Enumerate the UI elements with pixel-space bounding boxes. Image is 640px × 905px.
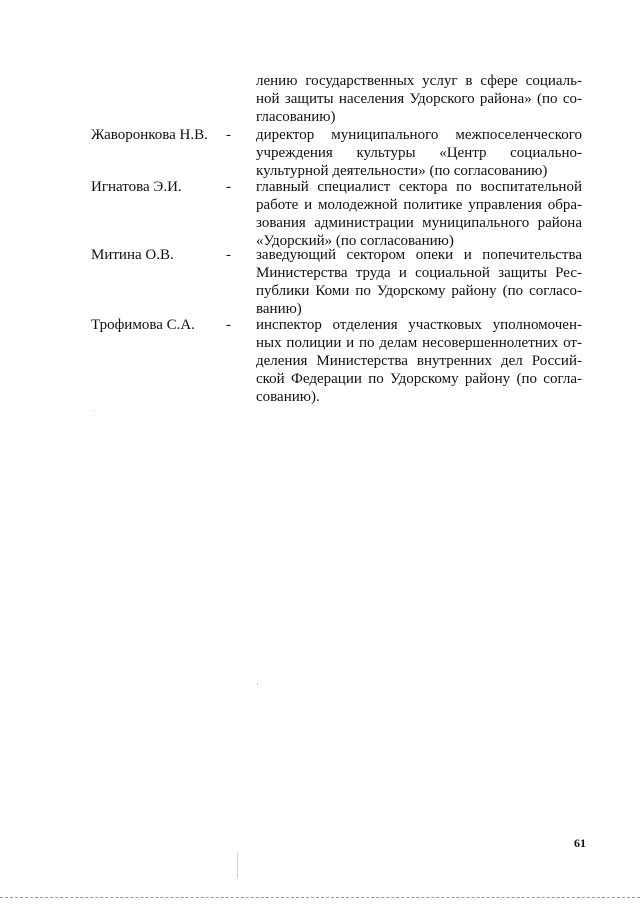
member-name: Митина О.В. [91, 247, 174, 263]
description-line: ной защиты населения Удорского района» (по со- [256, 91, 582, 107]
continued-description [256, 72, 582, 126]
description-line: работе и молодежной политике управления обра- [256, 197, 582, 213]
description-line: директор муниципального межпоселенческого [256, 127, 582, 143]
description-line: культурной деятельности» (по согласованию) [256, 163, 548, 179]
member-description [256, 316, 582, 406]
page-number: 61 [574, 836, 586, 850]
member-description [256, 178, 582, 250]
description-line: Министерства труда и социальной защиты Рес- [256, 265, 582, 281]
description-line: деления Министерства внутренних дел Россий- [256, 353, 582, 369]
description-line: ных полиции и по делам несовершеннолетних от- [256, 335, 582, 351]
description-line: гласованию) [256, 109, 336, 125]
member-description [256, 246, 582, 318]
bottom-edge-line [0, 897, 640, 898]
description-line: ской Федерации по Удорскому району (по согла- [256, 371, 582, 387]
description-line: публики Коми по Удорскому району (по согласо- [256, 283, 582, 299]
description-line: зования администрации муниципального района [256, 215, 582, 231]
description-line: лению государственных услуг в сфере социаль- [256, 73, 582, 89]
dash-separator: - [226, 127, 231, 143]
dash-separator: - [226, 179, 231, 195]
description-line: главный специалист сектора по воспитательной [256, 179, 582, 195]
member-name: Жаворонкова Н.В. [91, 127, 208, 143]
description-line: заведующий сектором опеки и попечительства [256, 247, 582, 263]
dash-separator: - [226, 317, 231, 333]
member-name: Трофимова С.А. [91, 317, 195, 333]
member-description [256, 126, 582, 180]
description-line: ванию) [256, 301, 302, 317]
dash-separator: - [226, 247, 231, 263]
scan-speck [237, 852, 238, 878]
description-line: сованию). [256, 389, 320, 405]
description-line: «Удорский» (по согласованию) [256, 233, 454, 249]
member-name: Игнатова Э.И. [91, 179, 182, 195]
scan-speck [94, 410, 95, 411]
scan-speck [257, 683, 258, 685]
description-line: учреждения культуры «Центр социально- [256, 145, 582, 161]
description-line: инспектор отделения участковых уполномочен- [256, 317, 582, 333]
